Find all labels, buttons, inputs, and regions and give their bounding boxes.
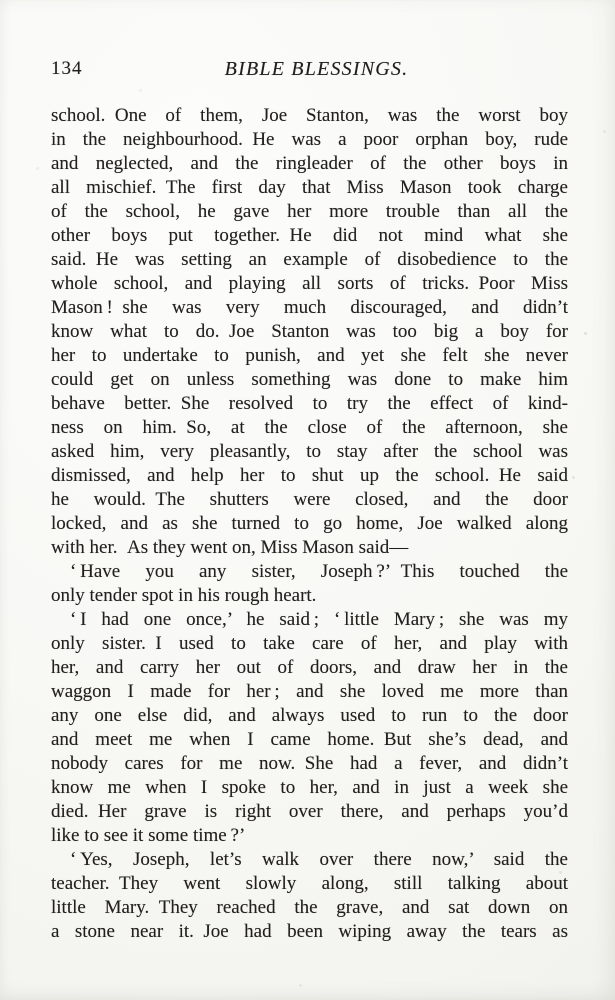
text-line: could get on unless something was done to make him — [51, 369, 568, 390]
text-line: and meet me when I came home. But she’s dead, and — [51, 729, 568, 750]
text-line: dismissed, and help her to shut up the school. He said — [51, 465, 568, 486]
text-line: waggon I made for her ; and she loved me more than — [51, 681, 568, 702]
text-line: other boys put together. He did not mind what she — [51, 225, 568, 246]
text-line: he would. The shutters were closed, and the door — [51, 489, 568, 510]
text-line: little Mary. They reached the grave, and sat down on — [51, 897, 568, 918]
text-line: nobody cares for me now. She had a fever, and didn’t — [51, 753, 568, 774]
text-line: whole school, and playing all sorts of tricks. Poor Miss — [51, 273, 568, 294]
text-line: in the neighbourhood. He was a poor orphan boy, rude — [51, 129, 568, 150]
text-line: know what to do. Joe Stanton was too big a boy for — [51, 321, 568, 342]
text-line: only sister. I used to take care of her, and play with — [51, 633, 568, 654]
text-line: asked him, very pleasantly, to stay after the school was — [51, 441, 568, 462]
text-line: a stone near it. Joe had been wiping away the tears as — [51, 921, 568, 942]
text-line: ‘ Yes, Joseph, let’s walk over there now,’ said the — [70, 849, 568, 870]
text-line: ‘ I had one once,’ he said ; ‘ little Mary ; she was my — [70, 609, 568, 630]
text-line: know me when I spoke to her, and in just a week she — [51, 777, 568, 798]
text-line: behave better. She resolved to try the effect of kind- — [51, 393, 568, 414]
text-line: only tender spot in his rough heart. — [51, 585, 317, 606]
text-body — [51, 104, 568, 944]
page-number: 134 — [51, 58, 83, 79]
text-line: said. He was setting an example of disobedience to the — [51, 249, 568, 270]
paper-specks — [0, 0, 1, 1]
text-line: ‘ Have you any sister, Joseph ?’ This touched the — [70, 561, 568, 582]
text-line: her to undertake to punish, and yet she felt she never — [51, 345, 568, 366]
text-line: like to see it some time ?’ — [51, 825, 246, 846]
running-title: BIBLE BLESSINGS. — [224, 58, 409, 80]
text-line: of the school, he gave her more trouble than all the — [51, 201, 568, 222]
text-line: with her. As they went on, Miss Mason said— — [51, 537, 409, 558]
text-line: any one else did, and always used to run to the door — [51, 705, 568, 726]
text-line: teacher. They went slowly along, still talking about — [51, 873, 568, 894]
text-line: locked, and as she turned to go home, Joe walked along — [51, 513, 568, 534]
text-line: died. Her grave is right over there, and perhaps you’d — [51, 801, 568, 822]
text-line: all mischief. The first day that Miss Mason took charge — [51, 177, 568, 198]
text-line: school. One of them, Joe Stanton, was the worst boy — [51, 105, 568, 126]
text-line: Mason ! she was very much discouraged, and didn’t — [51, 297, 568, 318]
text-line: ness on him. So, at the close of the afternoon, she — [51, 417, 568, 438]
page-header — [51, 57, 568, 81]
text-line: her, and carry her out of doors, and draw her in the — [51, 657, 568, 678]
text-line: and neglected, and the ringleader of the other boys in — [51, 153, 568, 174]
